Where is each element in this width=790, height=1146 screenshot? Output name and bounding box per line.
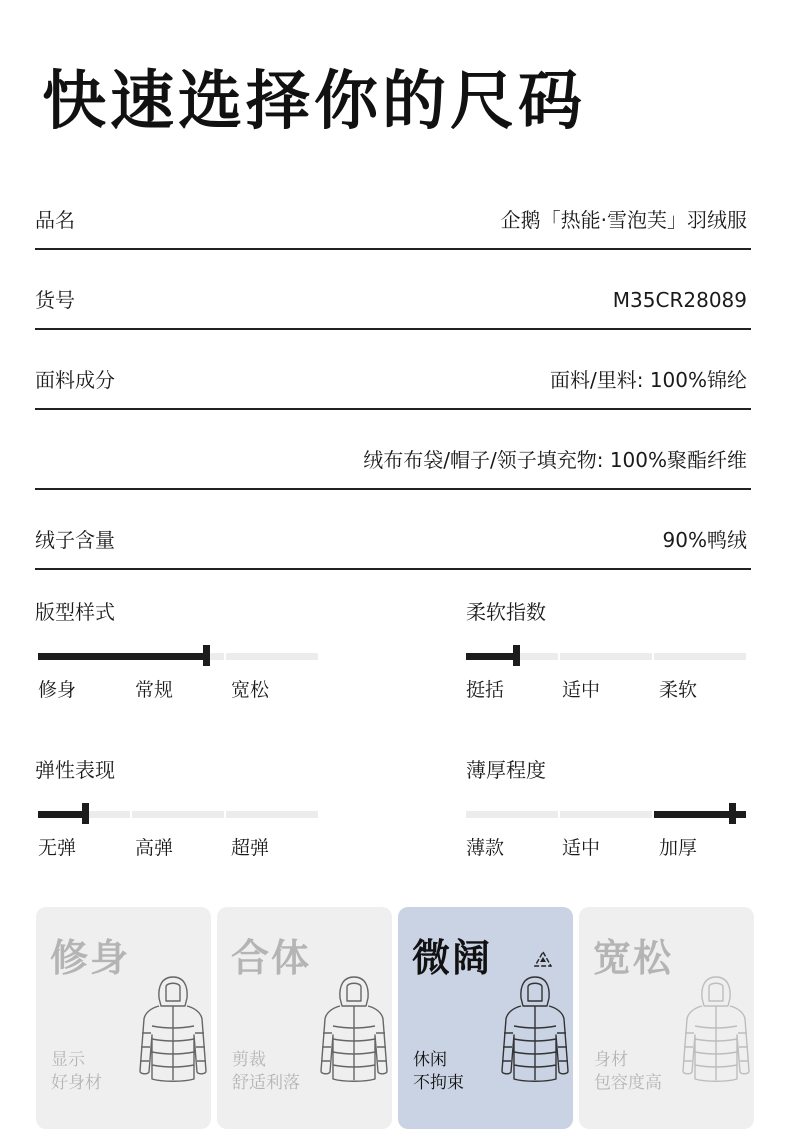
scale-label: 加厚 <box>659 837 698 859</box>
scale-fill <box>38 653 206 660</box>
spec-value: 90%鸭绒 <box>662 528 747 552</box>
spec-row-filling <box>35 410 751 490</box>
scale-segment <box>226 811 318 818</box>
spec-value: 企鹅「热能·雪泡芙」羽绒服 <box>500 208 747 232</box>
spec-label: 面料成分 <box>35 368 115 392</box>
card-description: 休闲 不拘束 <box>413 1050 464 1093</box>
spec-row-item-number <box>35 250 751 330</box>
scale-title: 弹性表现 <box>35 758 115 782</box>
spec-row-down-content <box>35 490 751 570</box>
scale-label: 薄款 <box>466 837 505 859</box>
scale-segment <box>132 811 224 818</box>
scale-segment <box>560 811 652 818</box>
hooded-puffer-jacket-icon <box>681 975 751 1093</box>
scale-title: 薄厚程度 <box>466 758 546 782</box>
scale-label: 柔软 <box>659 679 698 701</box>
scale-title: 柔软指数 <box>466 600 546 624</box>
scale-bar <box>466 809 748 817</box>
spec-label: 绒子含量 <box>35 528 115 552</box>
scale-segment <box>226 653 318 660</box>
scale-label: 挺括 <box>466 679 505 701</box>
scale-segment <box>466 811 558 818</box>
scale-marker <box>729 803 736 824</box>
scale-marker <box>82 803 89 824</box>
card-description: 身材 包容度高 <box>594 1050 662 1093</box>
card-title: 宽松 <box>593 936 674 980</box>
scale-label: 无弹 <box>38 837 77 859</box>
card-description: 剪裁 舒适利落 <box>232 1050 300 1093</box>
softness-scale <box>463 600 745 710</box>
scale-label: 适中 <box>562 679 601 701</box>
card-description: 显示 好身材 <box>51 1050 102 1093</box>
scale-marker <box>203 645 210 666</box>
page-title: 快速选择你的尺码 <box>42 65 586 139</box>
scale-label: 宽松 <box>231 679 270 701</box>
scale-label: 适中 <box>562 837 601 859</box>
scale-label: 修身 <box>38 679 77 701</box>
fit-card-loose[interactable] <box>579 907 754 1129</box>
spec-value: M35CR28089 <box>612 288 747 312</box>
fit-card-slim[interactable] <box>36 907 211 1129</box>
hooded-puffer-jacket-icon <box>500 975 570 1093</box>
spec-row-fabric <box>35 330 751 410</box>
scale-segment <box>654 653 746 660</box>
scale-segment <box>560 653 652 660</box>
spec-value: 绒布布袋/帽子/领子填充物: 100%聚酯纤维 <box>363 448 747 472</box>
recycle-triangle-icon <box>534 951 552 967</box>
spec-label: 货号 <box>35 288 75 312</box>
scale-label: 超弹 <box>231 837 270 859</box>
fit-card-relaxed[interactable] <box>398 907 573 1129</box>
fit-style-scale <box>35 600 317 710</box>
card-title: 合体 <box>231 936 312 980</box>
spec-row-product-name <box>35 170 751 250</box>
elasticity-scale <box>35 758 317 868</box>
spec-value: 面料/里料: 100%锦纶 <box>549 368 747 392</box>
scale-bar <box>466 651 748 659</box>
hooded-puffer-jacket-icon <box>138 975 208 1093</box>
scale-fill <box>466 653 516 660</box>
scale-label: 高弹 <box>135 837 174 859</box>
thickness-scale <box>463 758 745 868</box>
scale-label: 常规 <box>135 679 174 701</box>
scale-title: 版型样式 <box>35 600 115 624</box>
card-title: 微阔 <box>412 936 493 980</box>
scale-fill <box>38 811 86 818</box>
spec-label: 品名 <box>35 208 75 232</box>
scale-bar <box>38 651 320 659</box>
scale-marker <box>513 645 520 666</box>
card-title: 修身 <box>50 936 131 980</box>
scale-bar <box>38 809 320 817</box>
hooded-puffer-jacket-icon <box>319 975 389 1093</box>
fit-card-regular[interactable] <box>217 907 392 1129</box>
